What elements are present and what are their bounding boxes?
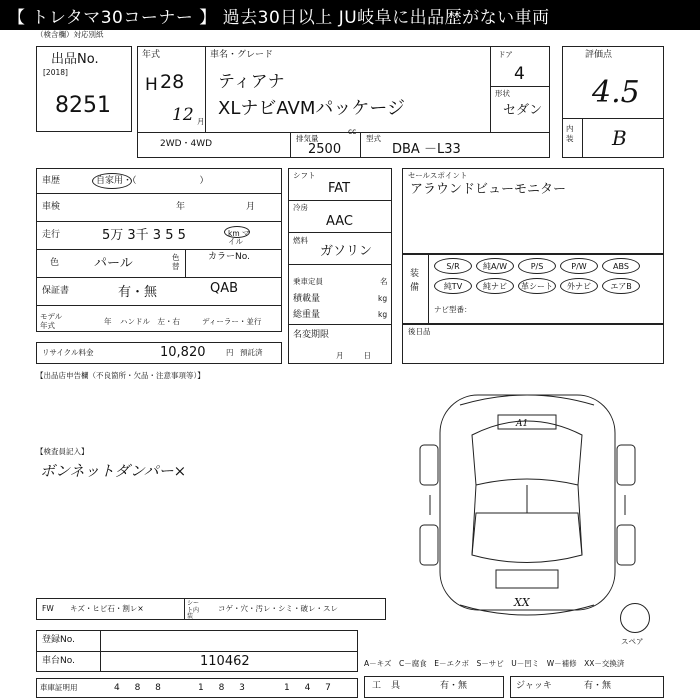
after-fit-label: 後日品 <box>408 327 431 336</box>
sales-point-label: セールスポイント <box>408 171 468 180</box>
inspector-note: ボンネットダンパー× <box>40 462 187 480</box>
km-circle <box>224 226 250 238</box>
model-year-dealer: ディーラー・並行 <box>202 317 262 326</box>
capacity-unit: 名 <box>380 277 388 286</box>
damage-legend: A－キズ C－腐食 E－エクボ S－サビ U－凹ミ W－補修 XX－交換済 <box>364 659 625 668</box>
equipment-option: S/R <box>434 258 472 274</box>
score-value: 4.5 <box>592 75 640 110</box>
doors-label: ドア <box>498 50 513 59</box>
load-unit: kg <box>378 294 388 303</box>
period-unit: 月日 <box>336 351 391 360</box>
spare-label: スペア <box>621 637 644 646</box>
lot-year-tag: [2018] <box>43 68 68 77</box>
displacement-unit: cc <box>348 127 357 136</box>
color-label: 色 <box>50 258 60 268</box>
type-value: DBA －L33 <box>392 142 461 157</box>
year-era: H <box>145 75 158 95</box>
spare-tire-icon <box>620 603 650 633</box>
top-note: （検含欄）対応別紙 <box>36 30 104 39</box>
cert-width: 1 8 3 <box>198 683 251 693</box>
type-label: 型式 <box>366 134 381 143</box>
chassis-number: 110462 <box>200 654 250 669</box>
jack-value: 有・無 <box>584 681 612 691</box>
model-year-label: モデル年式 <box>40 312 63 330</box>
year-month-unit: 月 <box>197 117 205 126</box>
doors-value: 4 <box>514 64 525 84</box>
model-year-year: 年 <box>104 317 112 326</box>
warranty-value: 有・無 <box>118 285 158 300</box>
declaration-label: 【出品店申告欄（不良箇所・欠品・注意事項等）】 <box>36 371 205 380</box>
ac-label: 冷房 <box>293 203 308 212</box>
sales-point-value: アラウンドビューモニター <box>410 182 567 197</box>
model-year-handle: ハンドル 左・右 <box>120 317 180 326</box>
recycle-note: 預託済 <box>240 348 263 357</box>
displacement-label: 排気量 <box>296 134 319 143</box>
mileage-value: 5万 3千 3 5 5 <box>102 228 186 243</box>
after-fit-box <box>402 324 664 364</box>
lot-number: 8251 <box>55 93 111 118</box>
diagram-mark-xx: XX <box>514 596 530 609</box>
score-label: 評価点 <box>585 50 613 60</box>
fw-text: キズ・ヒビ石・割レ× <box>70 604 144 613</box>
load-label: 積載量 <box>293 294 321 304</box>
header-banner: 【 トレタマ30コーナー 】 過去30日以上 JU岐阜に出品歴がない車両 <box>0 0 700 30</box>
lot-box <box>36 46 132 132</box>
ac-value: AAC <box>326 214 353 229</box>
cert-label: 車庫証明用 <box>40 683 78 692</box>
history-label: 車歴 <box>42 176 61 186</box>
shift-value: FAT <box>328 181 351 196</box>
equipment-option: エアB <box>602 278 640 294</box>
fw-label: FW <box>42 604 54 613</box>
interior-label: 内装 <box>566 124 574 143</box>
seat-text: コゲ・穴・汚レ・シミ・破レ・スレ <box>218 604 338 613</box>
history-circle <box>92 173 132 189</box>
seat-label: シート内装 <box>187 600 200 621</box>
color-change-label: 色替 <box>172 253 180 271</box>
fuel-label: 燃料 <box>293 236 308 245</box>
diagram-mark-a1: A1 <box>516 419 529 429</box>
drive-type: 2WD・4WD <box>160 139 213 149</box>
fuel-value: ガソリン <box>320 244 373 259</box>
mileage-label: 走行 <box>42 230 61 240</box>
equipment-option: 外ナビ <box>560 278 598 294</box>
sales-point-box <box>402 168 664 254</box>
color-value: パール <box>94 256 133 271</box>
model-grade: XLナビAVMパッケージ <box>218 98 406 119</box>
year-month: 12 <box>172 105 194 125</box>
shift-label: シフト <box>293 171 316 180</box>
color-no-label: カラーNo. <box>208 252 250 262</box>
inspection-month: 月 <box>246 202 256 212</box>
weight-label: 総重量 <box>293 310 321 320</box>
recycle-unit: 円 <box>226 348 234 357</box>
equipment-option: P/W <box>560 258 598 274</box>
chassis-label: 車台No. <box>42 656 75 666</box>
body-value: セダン <box>503 103 543 118</box>
mileage-unit: km マイル <box>228 229 250 246</box>
cert-length: 4 8 8 <box>114 683 167 693</box>
equipment-option: ABS <box>602 258 640 274</box>
jack-label: ジャッキ <box>516 681 552 691</box>
equipment-option: 純A/W <box>476 258 514 274</box>
tools-value: 有・無 <box>440 681 468 691</box>
history-value: 自家用・（ ） <box>96 176 209 186</box>
cert-height: 1 4 7 <box>284 683 337 693</box>
warranty-label: 保証書 <box>42 286 70 296</box>
inspection-year: 年 <box>176 202 186 212</box>
equipment-label: 装備 <box>410 269 420 293</box>
recycle-label: リサイクル料金 <box>42 348 94 357</box>
lot-label: 出品No. <box>51 52 99 67</box>
weight-unit: kg <box>378 310 388 319</box>
equipment-option: 純ナビ <box>476 278 514 294</box>
equipment-option: P/S <box>518 258 556 274</box>
period-label: 名変期限 <box>293 330 330 340</box>
recycle-value: 10,820 <box>160 345 206 360</box>
body-label: 形状 <box>495 89 510 98</box>
equipment-option: 革シート <box>518 278 556 294</box>
model-label: 車名・グレード <box>210 50 274 60</box>
registration-label: 登録No. <box>42 635 75 645</box>
equipment-option: 純TV <box>434 278 472 294</box>
tools-label: 工具 <box>372 681 411 691</box>
inspector-label: 【検査員記入】 <box>36 447 89 456</box>
year-value: 28 <box>160 71 185 93</box>
color-no: QAB <box>210 281 239 296</box>
displacement-value: 2500 <box>308 142 342 157</box>
model-name: ティアナ <box>218 72 285 92</box>
inspection-label: 車検 <box>42 202 61 212</box>
interior-value: B <box>612 126 627 150</box>
navi-model-label: ナビ型番： <box>434 305 472 314</box>
year-label: 年式 <box>142 50 161 60</box>
capacity-label: 乗車定員 <box>293 277 323 286</box>
car-damage-diagram <box>410 385 655 625</box>
